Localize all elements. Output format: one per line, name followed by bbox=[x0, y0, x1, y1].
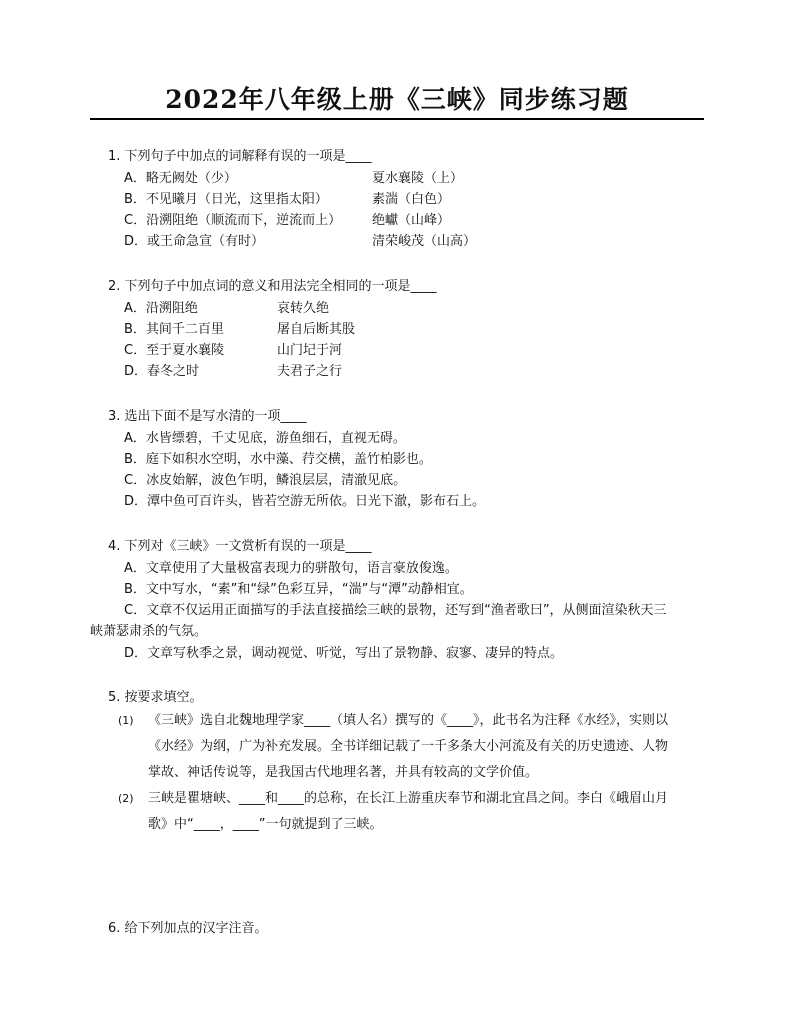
q4-option-a: A．文章使用了大量极富表现力的骈散句，语言豪放俊逸。 bbox=[124, 561, 458, 576]
q4-stem: 4. 下列对《三峡》一文赏析有误的一项是____ bbox=[108, 539, 372, 554]
q1-stem: 1. 下列句子中加点的词解释有误的一项是____ bbox=[108, 149, 372, 164]
q2-option-c-right: 山门圮于河 bbox=[277, 343, 343, 358]
q2-option-c-left: C．至于夏水襄陵 bbox=[124, 343, 225, 358]
q5-sub2-number: (2) bbox=[118, 792, 134, 805]
q3-option-b: B．庭下如积水空明，水中藻、荇交横，盖竹柏影也。 bbox=[124, 452, 432, 467]
q1-option-b-right: 素湍（白色） bbox=[372, 192, 451, 207]
q2-option-d-right: 夫君子之行 bbox=[277, 364, 343, 379]
q1-option-d-left: D．或王命急宣（有时） bbox=[124, 234, 265, 249]
q3-option-d: D．潭中鱼可百许头，皆若空游无所依。日光下澈，影布石上。 bbox=[124, 494, 486, 509]
page-title: 2022年八年级上册《三峡》同步练习题 bbox=[165, 85, 629, 114]
q5-sub1-line1: 《三峡》选自北魏地理学家____（填人名）撰写的《____》，此书名为注释《水经》，实则以 bbox=[148, 713, 669, 728]
q2-stem: 2. 下列句子中加点词的意义和用法完全相同的一项是____ bbox=[108, 279, 437, 294]
q1-option-a-right: 夏水襄陵（上） bbox=[372, 171, 464, 186]
q5-stem: 5. 按要求填空。 bbox=[108, 690, 203, 705]
q1-option-a-left: A．略无阙处（少） bbox=[124, 171, 237, 186]
q2-option-a-left: A．沿溯阻绝 bbox=[124, 301, 198, 316]
q5-sub1-number: (1) bbox=[118, 714, 134, 727]
q5-sub2-line2: 歌》中“____，____”一句就提到了三峡。 bbox=[148, 817, 383, 832]
q3-stem: 3. 选出下面不是写水清的一项____ bbox=[108, 409, 307, 424]
q1-option-c-left: C．沿溯阻绝（顺流而下，逆流而上） bbox=[124, 213, 342, 228]
q5-sub2-line1: 三峡是瞿塘峡、____和____的总称，在长江上游重庆奉节和湖北宜昌之间。李白《峨眉山月 bbox=[148, 791, 669, 806]
q4-option-c-line1: C．文章不仅运用正面描写的手法直接描绘三峡的景物，还写到“渔者歌曰”，从侧面渲染秋天三 bbox=[124, 603, 667, 618]
q4-option-c-line2: 峡萧瑟肃杀的气氛。 bbox=[90, 624, 208, 639]
q1-option-d-right: 清荣峻茂（山高） bbox=[372, 234, 477, 249]
title-divider bbox=[90, 118, 704, 120]
q1-option-b-left: B．不见曦月（日光，这里指太阳） bbox=[124, 192, 328, 207]
q5-sub1-line2: 《水经》为纲，广为补充发展。全书详细记载了一千多条大小河流及有关的历史遗迹、人物 bbox=[148, 739, 669, 754]
q2-option-a-right: 哀转久绝 bbox=[277, 301, 330, 316]
q6-stem: 6. 给下列加点的汉字注音。 bbox=[108, 921, 268, 936]
q4-option-d: D．文章写秋季之景，调动视觉、听觉，写出了景物静、寂寥、凄异的特点。 bbox=[124, 646, 564, 661]
q2-option-d-left: D．春冬之时 bbox=[124, 364, 200, 379]
q1-option-c-right: 绝巘（山峰） bbox=[372, 213, 451, 228]
q5-sub1-line3: 掌故、神话传说等，是我国古代地理名著，并具有较高的文学价值。 bbox=[148, 765, 539, 780]
q4-option-b: B．文中写水，“素”和“绿”色彩互异，“湍”与“潭”动静相宜。 bbox=[124, 582, 473, 597]
q3-option-a: A．水皆缥碧，千丈见底，游鱼细石，直视无碍。 bbox=[124, 431, 406, 446]
q2-option-b-right: 屠自后断其股 bbox=[277, 322, 356, 337]
q2-option-b-left: B．其间千二百里 bbox=[124, 322, 224, 337]
q3-option-c: C．冰皮始解，波色乍明，鳞浪层层，清澈见底。 bbox=[124, 473, 407, 488]
